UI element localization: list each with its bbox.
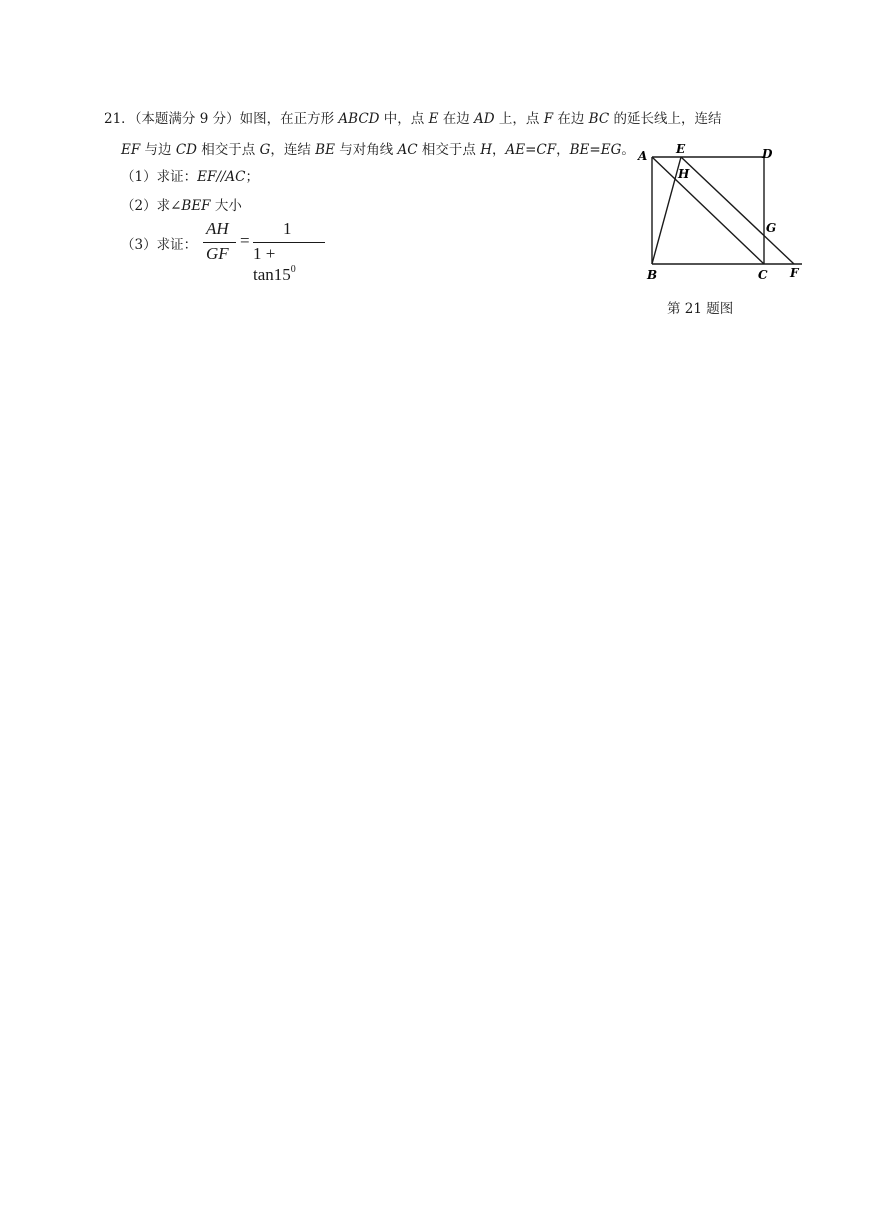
segment-BE	[652, 157, 681, 264]
label-F: F	[790, 266, 799, 280]
diagonal-AC	[652, 157, 764, 264]
formula-numerator-left: AH	[206, 219, 229, 238]
formula-denominator-left: GF	[206, 244, 229, 263]
problem-statement-line-1: 21．（本题满分 9 分）如图，在正方形 ABCD 中，点 E 在边 AD 上，点 F 在边 BC 的延长线上，连结	[104, 111, 722, 127]
fraction-bar-right	[253, 242, 325, 243]
fraction-bar-left	[203, 242, 236, 243]
equals-sign: =	[240, 231, 250, 250]
problem-statement-line-2: EF 与边 CD 相交于点 G，连结 BE 与对角线 AC 相交于点 H，AE=CF，BE=EG。	[121, 142, 635, 158]
label-E: E	[676, 142, 686, 156]
label-D: D	[762, 147, 773, 161]
figure-caption: 第 21 题图	[667, 301, 734, 317]
label-B: B	[647, 268, 658, 282]
sub-question-3: （3）求证：	[121, 237, 198, 253]
square-diagram	[632, 140, 812, 290]
sub-question-2: （2）求∠BEF 大小	[121, 198, 242, 214]
problem-21	[0, 0, 869, 360]
sub-question-1: （1）求证：EF//AC；	[121, 169, 259, 185]
label-A: A	[638, 149, 648, 163]
problem-number: 21．	[104, 111, 135, 127]
degree-superscript: 0	[290, 264, 296, 275]
segment-EF	[681, 157, 794, 264]
label-H: H	[678, 167, 690, 181]
label-C: C	[758, 268, 768, 282]
geometry-figure	[632, 140, 812, 290]
formula-denominator-right: $1 + \tan 15^0$	[253, 244, 296, 284]
formula-numerator-right: 1	[283, 219, 292, 238]
label-G: G	[766, 221, 777, 235]
